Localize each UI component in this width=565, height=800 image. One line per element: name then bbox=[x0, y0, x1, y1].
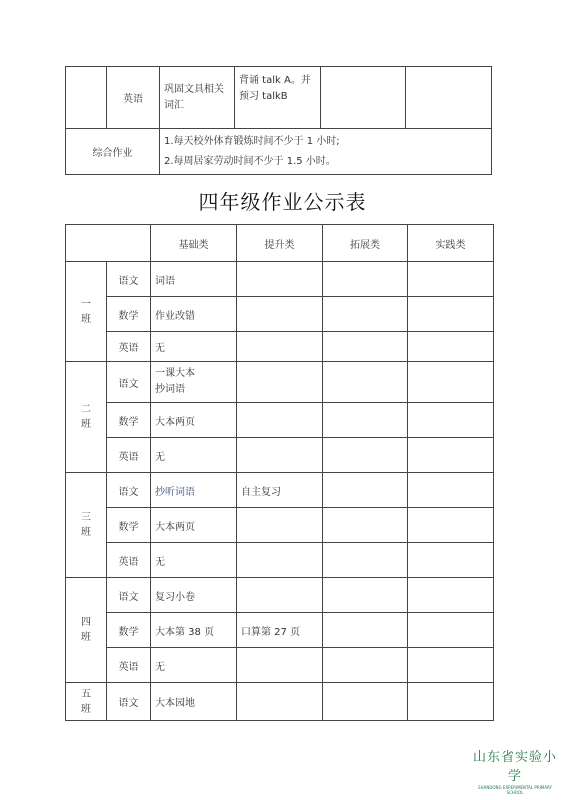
subject-cell: 数学 bbox=[107, 297, 151, 332]
basic-cell: 大本两页 bbox=[151, 508, 237, 543]
homework-table bbox=[65, 224, 494, 721]
school-logo bbox=[470, 746, 560, 795]
subject-cell: 语文 bbox=[107, 362, 151, 403]
empty-cell bbox=[321, 67, 406, 129]
page-title: 四年级作业公示表 bbox=[198, 190, 367, 214]
practice-cell bbox=[408, 683, 494, 721]
school-logo-name: 山东省实验小学 bbox=[472, 750, 557, 784]
advanced-cell bbox=[237, 403, 323, 438]
extension-cell bbox=[323, 438, 408, 473]
subject-cell: 语文 bbox=[107, 262, 151, 297]
basic-line: 词汇 bbox=[164, 99, 184, 111]
advanced-cell bbox=[237, 683, 323, 721]
basic-cell: 词语 bbox=[151, 262, 237, 297]
advanced-cell bbox=[237, 578, 323, 613]
class-label-2: 二 班 bbox=[66, 362, 107, 473]
practice-cell bbox=[408, 508, 494, 543]
table-row bbox=[66, 508, 494, 543]
table-row bbox=[66, 648, 494, 683]
table-row bbox=[66, 578, 494, 613]
basic-cell: 大本第 38 页 bbox=[151, 613, 237, 648]
comprehensive-line: 1.每天校外体育锻炼时间不少于 1 小时; bbox=[164, 135, 340, 147]
practice-cell bbox=[408, 543, 494, 578]
practice-cell bbox=[408, 473, 494, 508]
basic-cell: 无 bbox=[151, 438, 237, 473]
subject-cell: 英语 bbox=[107, 543, 151, 578]
basic-homework-cell bbox=[160, 67, 235, 129]
practice-cell bbox=[408, 362, 494, 403]
extension-cell bbox=[323, 403, 408, 438]
header-extension: 拓展类 bbox=[323, 225, 408, 262]
subject-cell: 英语 bbox=[107, 67, 160, 129]
comprehensive-homework-label: 综合作业 bbox=[66, 129, 160, 175]
advanced-cell bbox=[237, 332, 323, 362]
class-label-1: 一 班 bbox=[66, 262, 107, 362]
subject-cell: 数学 bbox=[107, 613, 151, 648]
practice-cell bbox=[408, 262, 494, 297]
practice-cell bbox=[408, 578, 494, 613]
advanced-cell: 口算第 27 页 bbox=[237, 613, 323, 648]
header-basic: 基础类 bbox=[151, 225, 237, 262]
basic-cell: 无 bbox=[151, 543, 237, 578]
practice-cell bbox=[408, 403, 494, 438]
class-label-3: 三 班 bbox=[66, 473, 107, 578]
extension-cell bbox=[323, 683, 408, 721]
advanced-cell bbox=[237, 508, 323, 543]
subject-cell: 语文 bbox=[107, 683, 151, 721]
extension-cell bbox=[323, 508, 408, 543]
advanced-line: 背诵 talk A。并 bbox=[239, 75, 311, 86]
extension-cell bbox=[323, 578, 408, 613]
extension-cell bbox=[323, 332, 408, 362]
previous-grade-table-fragment bbox=[65, 66, 492, 175]
basic-cell: 一课大本 抄词语 bbox=[151, 362, 237, 403]
subject-cell: 英语 bbox=[107, 648, 151, 683]
extension-cell bbox=[323, 613, 408, 648]
extension-cell bbox=[323, 648, 408, 683]
basic-cell: 复习小卷 bbox=[151, 578, 237, 613]
empty-cell bbox=[406, 67, 492, 129]
basic-cell: 大本园地 bbox=[151, 683, 237, 721]
advanced-cell bbox=[237, 543, 323, 578]
table-row bbox=[66, 543, 494, 578]
class-label-4: 四 班 bbox=[66, 578, 107, 683]
table-row bbox=[66, 332, 494, 362]
subject-cell: 数学 bbox=[107, 508, 151, 543]
table-row bbox=[66, 683, 494, 721]
comprehensive-line: 2.每周居家劳动时间不少于 1.5 小时。 bbox=[164, 155, 336, 167]
practice-cell bbox=[408, 438, 494, 473]
header-corner-cell bbox=[66, 225, 151, 262]
table-row bbox=[66, 473, 494, 508]
basic-cell: 抄听词语 bbox=[151, 473, 237, 508]
practice-cell bbox=[408, 332, 494, 362]
header-advanced: 提升类 bbox=[237, 225, 323, 262]
comprehensive-homework-content bbox=[160, 129, 492, 175]
subject-cell: 数学 bbox=[107, 403, 151, 438]
empty-cell bbox=[66, 67, 107, 129]
table-row bbox=[66, 438, 494, 473]
subject-cell: 英语 bbox=[107, 332, 151, 362]
basic-cell: 无 bbox=[151, 648, 237, 683]
table-row bbox=[66, 613, 494, 648]
header-row bbox=[66, 225, 494, 262]
basic-cell: 作业改错 bbox=[151, 297, 237, 332]
basic-line: 巩固文具相关 bbox=[164, 83, 224, 95]
extension-cell bbox=[323, 262, 408, 297]
practice-cell bbox=[408, 613, 494, 648]
header-practice: 实践类 bbox=[408, 225, 494, 262]
extension-cell bbox=[323, 543, 408, 578]
subject-cell: 语文 bbox=[107, 473, 151, 508]
basic-cell: 无 bbox=[151, 332, 237, 362]
table-row bbox=[66, 362, 494, 403]
table-row bbox=[66, 403, 494, 438]
advanced-cell bbox=[237, 297, 323, 332]
extension-cell bbox=[323, 297, 408, 332]
basic-cell: 大本两页 bbox=[151, 403, 237, 438]
table-row bbox=[66, 297, 494, 332]
advanced-cell bbox=[237, 648, 323, 683]
extension-cell bbox=[323, 362, 408, 403]
advanced-homework-cell bbox=[235, 67, 321, 129]
advanced-line: 预习 talkB bbox=[239, 91, 288, 102]
subject-cell: 英语 bbox=[107, 438, 151, 473]
extension-cell bbox=[323, 473, 408, 508]
advanced-cell bbox=[237, 262, 323, 297]
advanced-cell bbox=[237, 362, 323, 403]
subject-cell: 语文 bbox=[107, 578, 151, 613]
table-row bbox=[66, 262, 494, 297]
practice-cell bbox=[408, 297, 494, 332]
advanced-cell: 自主复习 bbox=[237, 473, 323, 508]
school-logo-subtitle: SHANDONG EXPERIMENTAL PRIMARY SCHOOL bbox=[478, 785, 552, 795]
class-label-5: 五 班 bbox=[66, 683, 107, 721]
practice-cell bbox=[408, 648, 494, 683]
advanced-cell bbox=[237, 438, 323, 473]
